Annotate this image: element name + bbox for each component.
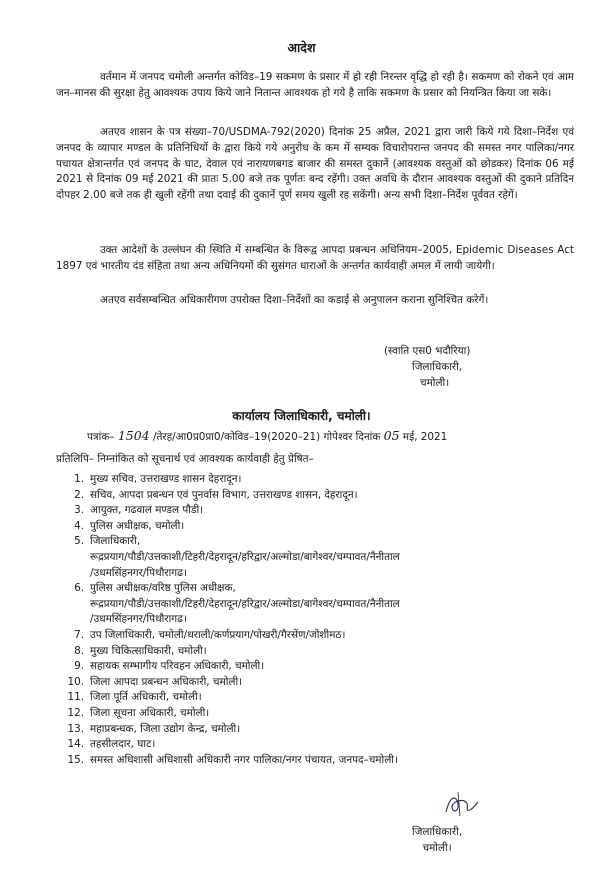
distribution-item-line: समस्त अधिशासी अधिशासी अधिकारी नगर पालिका/नगर पंचायत, जनपद–चमोली।	[90, 753, 398, 766]
distribution-item-line: /उधमसिंहनगर/पिथौरागढ।	[90, 613, 187, 626]
signatory-place: चमोली।	[420, 377, 450, 389]
distribution-item-line: रूद्रप्रयाग/पौडी/उत्तकाशी/टिहरी/देहरादून/हरिद्वार/अल्मोडा/बागेश्वर/चम्पावत/नैनीताल	[90, 550, 400, 563]
signature-block-2	[412, 824, 462, 856]
distribution-item-line: जिला सूचना अधिकारी, चमोली।	[90, 706, 210, 719]
distribution-item-number: 13.	[67, 722, 84, 735]
distribution-item	[56, 534, 576, 581]
distribution-item-number: 8.	[74, 644, 84, 657]
distribution-item-text	[90, 753, 576, 769]
distribution-item	[56, 753, 576, 769]
distribution-item-text	[90, 690, 576, 706]
distribution-item-text	[90, 503, 576, 519]
order-heading: आदेश	[287, 40, 316, 55]
distribution-item-number: 7.	[74, 628, 84, 641]
distribution-item-line: महाप्रबन्धक, जिला उद्योग केन्द्र, चमोली।	[90, 722, 241, 735]
distribution-item	[56, 706, 576, 722]
distribution-item-line: जिला आपदा प्रबन्धन अधिकारी, चमोली।	[90, 675, 243, 688]
distribution-item-number: 12.	[67, 706, 84, 719]
paragraph-1: वर्तमान में जनपद चमोली अन्तर्गत कोविड–19 सकमण के प्रसार में हो रही निरन्तर वृद्धि हो रही है। सकमण को रोकने एवं आम जन–मानस की सुरक्षा हेतु आवश्यक उपाय किये जाने नितान्त आवश्यक हो गये है ताकि सकमण के प्रसार को नियन्त्रित किया जा सके।	[56, 71, 574, 99]
copy-line: प्रतिलिपि– निम्नांकित को सूचनार्थ एवं आवश्यक कार्यवाही हेतु प्रेषित–	[56, 453, 314, 465]
distribution-item-line: सहायक सम्भागीय परिवहन अधिकारी, चमोली।	[90, 660, 265, 673]
distribution-item-number: 6.	[74, 582, 84, 595]
distribution-item	[56, 659, 576, 675]
distribution-item-number: 2.	[74, 488, 84, 501]
distribution-item	[56, 472, 576, 488]
distribution-item	[56, 581, 576, 628]
distribution-item-text	[90, 534, 576, 581]
distribution-item-text	[90, 706, 576, 722]
distribution-item-line: उप जिलाधिकारी, चमोली/थराली/कर्णप्रयाग/पोखरी/गैरसेंण/जोशीमठ।	[90, 628, 346, 641]
distribution-item-text	[90, 737, 576, 753]
distribution-item	[56, 737, 576, 753]
handwritten-signature	[440, 790, 480, 818]
distribution-item-line: तहसीलदार, घाट।	[90, 738, 156, 751]
reference-day: 05	[383, 428, 400, 443]
distribution-item-line: आयुक्त, गढवाल मण्डल पौडी।	[90, 504, 204, 517]
paragraph-4: अतएव सर्वसम्बन्धित अधिकारीगण उपरोक्त दिशा–निर्देशों का कडाई से अनुपालन कराना सुनिश्चित करेगें।	[100, 294, 489, 306]
paragraph-3: उक्त आदेशों के उल्लंघन की स्थिति में सम्बन्धित के विरूद्व आपदा प्रबन्धन अधिनियम–2005, Epidemic Diseases Act 1897 एवं भारतीय दंड संहिता तथा अन्य अधिनियमों की सुसंगत धाराओं के अन्तर्गत कार्यवाही अमल में लायी जायेगी।	[56, 244, 574, 272]
distribution-item	[56, 644, 576, 660]
signature-block-1	[384, 343, 470, 391]
signatory-place-2: चमोली।	[422, 842, 452, 854]
distribution-item	[56, 503, 576, 519]
distribution-item-line: /उधमसिंहनगर/पिथौरागढ।	[90, 566, 187, 579]
distribution-item-text	[90, 722, 576, 738]
distribution-item-line: पुलिस अधीक्षक, चमोली।	[90, 519, 185, 532]
distribution-item-text	[90, 659, 576, 675]
distribution-item	[56, 628, 576, 644]
distribution-list	[56, 472, 576, 768]
signatory-name: (स्वाति एस0 भदौरिया)	[384, 345, 471, 357]
distribution-item-number: 11.	[67, 691, 84, 704]
distribution-item-number: 5.	[74, 535, 84, 548]
distribution-item-number: 3.	[74, 504, 84, 517]
distribution-item-line: जिला पूर्ति अधिकारी, चमोली।	[90, 691, 202, 704]
distribution-item-line: मुख्य चिकित्साधिकारी, चमोली।	[90, 644, 207, 657]
distribution-item-text	[90, 644, 576, 660]
distribution-item-number: 9.	[74, 660, 84, 673]
distribution-item-line: रूद्रप्रयाग/पौडी/उत्तकाशी/टिहरी/देहरादून/हरिद्वार/अल्मोडा/बागेश्वर/चम्पावत/नैनीताल	[90, 597, 400, 610]
paragraph-2: अतएव शासन के पत्र संख्या–70/USDMA-792(2020) दिनांक 25 अप्रैल, 2021 द्वारा जारी किये गये दिशा–निर्देश एवं जनपद के व्यापार मण्डल के प्रतिनिधियों के द्वारा किये गये अनुरोध के कम में सम्यक विचारोपरान्त जनपद की समस्त नगर पालिका/नगर पचायत क्षेत्रान्तर्गत एवं जनपद के घाट, देवाल एवं नारायणबगड बाजार की समस्त दुकानें (आवश्यक वस्तुओं को छोडकर) दिनांक 06 मई 2021 से दिनांक 09 मई 2021 की प्रातः 5.00 बजे तक पूर्णतः बन्द रहेंगी। उक्त अवधि के दौरान आवश्यक वस्तुओं की दुकाने प्रतिदिन दोपहर 2.00 बजे तक ही खुली रहेंगी तथा दवाई की दुकानें पूर्ण समय खुली रह सकेंगी। अन्य सभी दिशा–निर्देश पूर्ववत रहेगें।	[56, 126, 574, 202]
reference-suffix: मई, 2021	[402, 431, 448, 443]
distribution-item-text	[90, 675, 576, 691]
reference-middle: /तेरह/आ0प्र0प्रा0/कोविड–19(2020–21) गोपेश्वर दिनांक	[152, 431, 381, 443]
reference-prefix: पत्रांक–	[87, 431, 115, 443]
reference-line	[87, 428, 447, 444]
distribution-item	[56, 675, 576, 691]
distribution-item-line: मुख्य सचिव, उत्तराखण्ड शासन देहरादून।	[90, 473, 242, 485]
distribution-item	[56, 488, 576, 504]
distribution-item-text	[90, 581, 576, 628]
distribution-item-number: 1.	[74, 473, 84, 485]
distribution-item-number: 14.	[67, 738, 84, 751]
distribution-item	[56, 519, 576, 535]
distribution-item	[56, 690, 576, 706]
distribution-item-number: 15.	[67, 753, 84, 766]
distribution-item-number: 10.	[67, 675, 84, 688]
distribution-item-line: पुलिस अधीक्षक/वरिष्ठ पुलिस अधीक्षक,	[90, 582, 236, 595]
distribution-item	[56, 722, 576, 738]
distribution-item-number: 4.	[74, 519, 84, 532]
distribution-item-line: सचिव, आपदा प्रबन्धन एवं पुनर्वास विभाग, उत्तराखण्ड शासन, देहरादून।	[90, 488, 358, 501]
office-heading: कार्यालय जिलाधिकारी, चमोली।	[232, 409, 371, 423]
distribution-item-text	[90, 519, 576, 535]
reference-number: 1504	[117, 428, 150, 443]
signatory-designation-2: जिलाधिकारी,	[412, 826, 463, 838]
distribution-item-text	[90, 488, 576, 504]
signatory-designation: जिलाधिकारी,	[412, 361, 463, 373]
distribution-item-text	[90, 472, 576, 488]
distribution-item-text	[90, 628, 576, 644]
distribution-item-line: जिलाधिकारी,	[90, 535, 141, 548]
